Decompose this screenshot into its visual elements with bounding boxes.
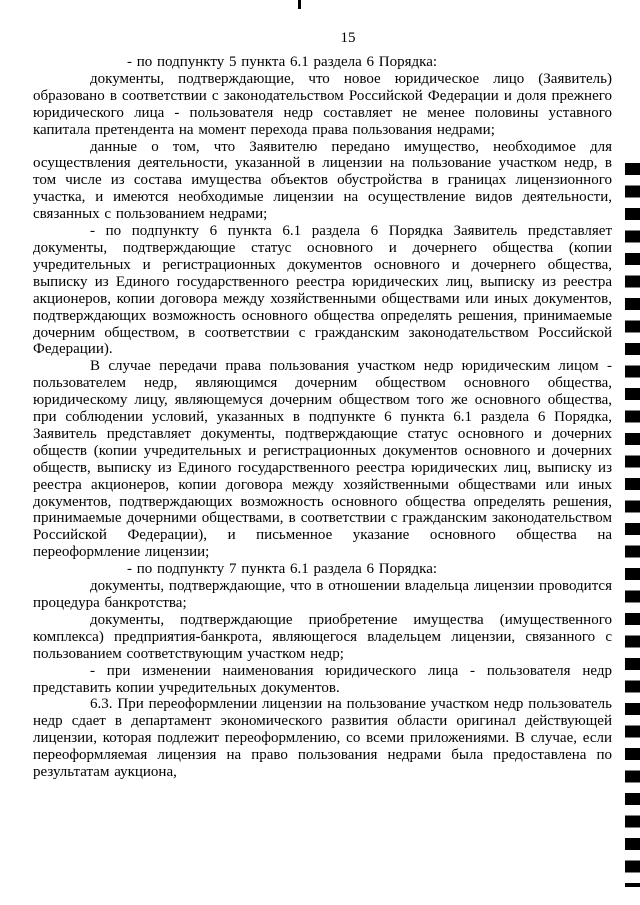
paragraph-bankruptcy-procedure: документы, подтверждающие, что в отношении владельца лицензии проводится процедура банкротства;: [33, 578, 612, 611]
paragraph-subitem-6: - по подпункту 6 пункта 6.1 раздела 6 Порядка Заявитель представляет документы, подтверждающие статус основного и дочернего общества (копии учредительных и регистрационных документов основного и дочернего общества, выписку из Единого государственного реестра юридических лиц, выписку из реестра акционеров, копии договора между хозяйственными обществами или иных документов, подтверждающих возможность основного общества определять решения, принимаемые дочерним обществом, в соответствии с гражданским законодательством Российской Федерации).: [33, 223, 612, 358]
paragraph-property-transfer-data: данные о том, что Заявителю передано имущество, необходимое для осуществления деятельности, указанной в лицензии на пользование участком недр, в том числе из состава имущества объектов обустройства в границах лицензионного участка, и имеются необходимые лицензии на осуществление видов деятельности, связанных с пользованием недрами;: [33, 138, 612, 223]
page-number: 15: [340, 30, 356, 46]
scan-artifact-right-edge: [625, 163, 640, 887]
paragraph-subsidiary-transfer-case: В случае передачи права пользования участком недр юридическим лицом - пользователем недр, являющимся дочерним обществом основного общества, юридическому лицу, являющемуся дочерним обществом того же основного общества, при соблюдении условий, указанных в подпункте 6 пункта 6.1 раздела 6 Порядка, Заявитель представляет документы, подтверждающие статус основного и дочерних обществ (копии учредительных и регистрационных документов основного и дочерних обществ, выписку из Единого государственного реестра юридических лиц, выписку из реестра акционеров, копии договора между хозяйственными обществами или иных документов, подтверждающих возможность основного общества определять решения, принимаемые дочерними обществами, в соответствии с гражданским законодательством Российской Федерации), и письменное указание основного общества на переоформление лицензии;: [33, 358, 612, 561]
scan-artifact-top: [298, 0, 301, 9]
paragraph-subitem-7-heading: - по подпункту 7 пункта 6.1 раздела 6 Порядка:: [127, 561, 438, 578]
paragraph-documents-new-entity: документы, подтверждающие, что новое юридическое лицо (Заявитель) образовано в соответствии с законодательством Российской Федерации и доля прежнего юридического лица - пользователя недр составляет не менее половины уставного капитала претендента на момент перехода права пользования недрами;: [33, 70, 612, 138]
paragraph-name-change: - при изменении наименования юридического лица - пользователя недр представить копии учредительных документов.: [33, 662, 612, 696]
paragraph-subitem-5-heading: - по подпункту 5 пункта 6.1 раздела 6 Порядка:: [127, 54, 438, 70]
paragraph-clause-6-3: 6.3. При переоформлении лицензии на пользование участком недр пользователь недр сдает в департамент экономического развития области оригинал действующей лицензии, которая подлежит переоформлению, со всеми приложениями. В случае, если переоформляемая лицензия на право пользования недрами была предоставлена по результатам аукциона,: [33, 696, 612, 781]
document-body: [33, 54, 612, 781]
paragraph-bankrupt-property-purchase: документы, подтверждающие приобретение имущества (имущественного комплекса) предприятия-банкрота, являющегося владельцем лицензии, связанного с пользованием соответствующим участком недр;: [33, 611, 612, 662]
